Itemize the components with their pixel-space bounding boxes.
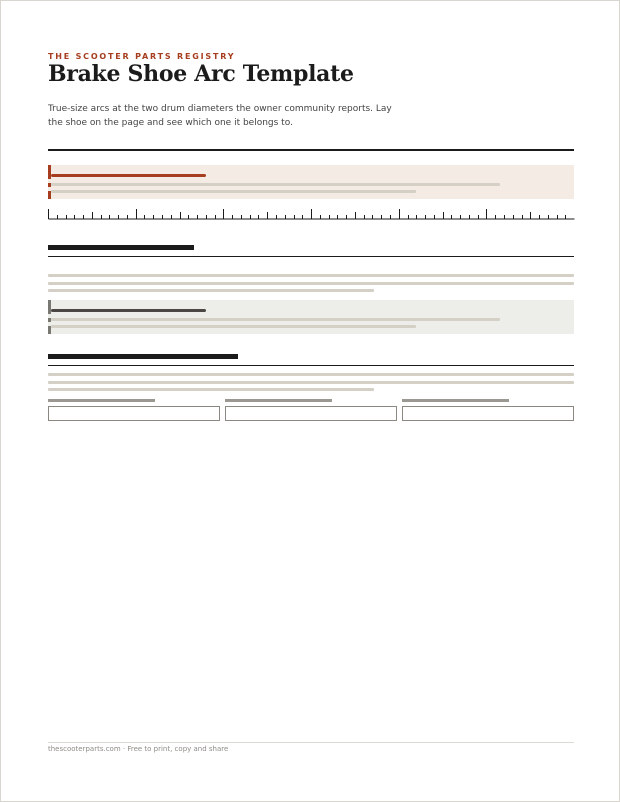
body-text-line <box>48 373 574 376</box>
arc-band-secondary <box>48 300 574 334</box>
scale-ruler <box>48 201 575 221</box>
footer-divider <box>48 742 574 743</box>
body-text-line <box>48 381 574 384</box>
intro-text: True-size arcs at the two drum diameters the owner community reports. Lay the shoe on the page and see which one it belongs to. <box>48 104 392 128</box>
body-text-line <box>48 282 574 285</box>
arc-description-line <box>51 325 416 328</box>
field-label <box>225 399 332 402</box>
record-field-2[interactable] <box>225 406 397 421</box>
record-field-1[interactable] <box>48 406 220 421</box>
page-title: Brake Shoe Arc Template <box>48 61 354 87</box>
body-text-line <box>48 289 374 292</box>
body-text-line <box>48 274 574 277</box>
field-label <box>402 399 509 402</box>
record-field-3[interactable] <box>402 406 574 421</box>
arc-description-line <box>51 318 500 321</box>
section-heading-bar <box>48 354 238 359</box>
arc-legend-swatch <box>51 309 206 312</box>
section-divider <box>48 256 574 257</box>
footer-credit: thescooterparts.com · Free to print, copy and share <box>48 745 229 753</box>
body-text-line <box>48 388 374 391</box>
section-divider <box>48 365 574 366</box>
arc-legend-swatch <box>51 174 206 177</box>
field-label <box>48 399 155 402</box>
arc-band-primary <box>48 165 574 199</box>
publisher-eyebrow: THE SCOOTER PARTS REGISTRY <box>48 52 236 61</box>
arc-description-line <box>51 190 416 193</box>
section-heading-bar <box>48 245 194 250</box>
top-divider <box>48 149 574 151</box>
arc-description-line <box>51 183 500 186</box>
